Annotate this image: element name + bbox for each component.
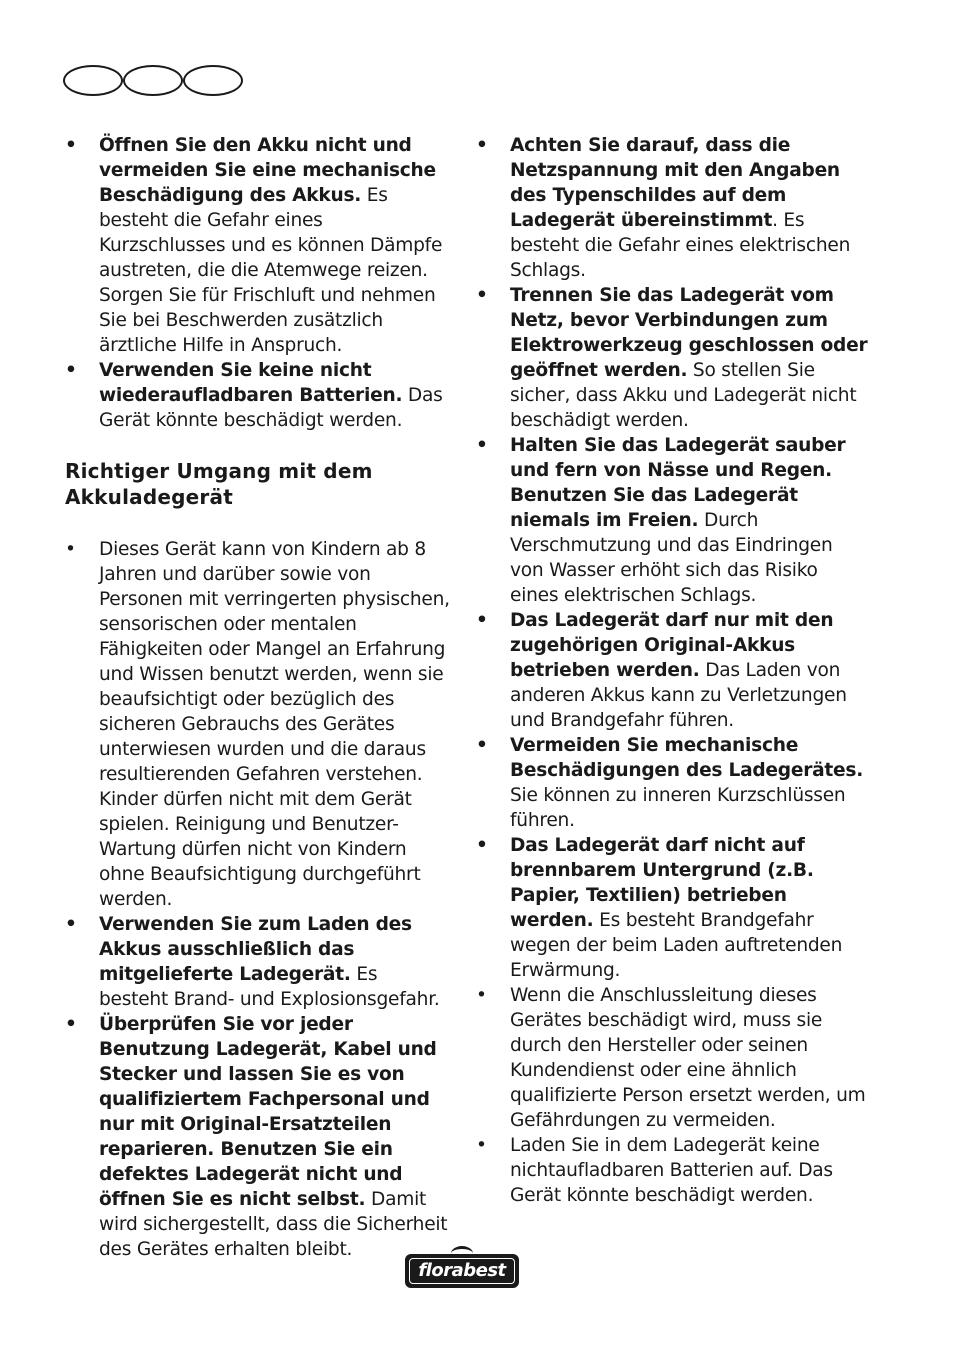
item-bold-text: Überprüfen Sie vor jeder Benutzung Ladegerät, Kabel und Stecker und lassen Sie es von qualifiziertem Fachpersonal und nur mit Original-Ersatzteilen reparieren. Benutzen Sie ein defektes Ladegerät nicht und öffnen Sie es nicht selbst. xyxy=(99,1014,437,1210)
list-item xyxy=(476,1133,871,1208)
list-item xyxy=(476,733,871,833)
bullet: • xyxy=(476,435,488,456)
item-text: So stellen Sie sicher, dass Akku und Ladegerät nicht beschädigt werden. xyxy=(510,360,857,431)
right-column xyxy=(476,133,871,1208)
item-text: Das Laden von anderen Akkus kann zu Verletzungen und Brandgefahr führen. xyxy=(510,660,847,731)
item-bold-text: Achten Sie darauf, dass die Netzspannung mit den Angaben des Typenschildes auf dem Ladegerät übereinstimmt xyxy=(510,135,840,231)
language-ovals xyxy=(63,65,241,96)
item-bold-text: Das Ladegerät darf nicht auf brennbarem Untergrund (z.B. Papier, Textilien) betrieben werden. xyxy=(510,835,814,931)
bullet: • xyxy=(476,285,488,306)
list-item xyxy=(476,983,871,1133)
section-heading: Richtiger Umgang mit dem Akkuladegerät xyxy=(65,459,373,509)
item-text: Sie können zu inneren Kurzschlüssen führen. xyxy=(510,785,846,831)
bullet: • xyxy=(65,914,77,935)
item-bold-text: Trennen Sie das Ladegerät vom Netz, bevor Verbindungen zum Elektrowerkzeug geschlossen oder geöffnet werden. xyxy=(510,285,868,381)
language-oval xyxy=(123,65,183,96)
logo-text: florabest xyxy=(409,1258,515,1284)
bullet: • xyxy=(65,539,76,560)
item-text: Es besteht die Gefahr eines Kurzschlusses und es können Dämpfe austreten, die die Atemwege reizen. Sorgen Sie für Frischluft und nehmen Sie bei Beschwerden zusätzlich ärztliche Hilfe in Anspruch. xyxy=(99,185,443,356)
language-oval xyxy=(63,65,123,96)
bullet: • xyxy=(65,1014,77,1035)
item-text: Laden Sie in dem Ladegerät keine nichtaufladbaren Batterien auf. Das Gerät könnte beschädigt werden. xyxy=(510,1135,833,1206)
list-item xyxy=(476,133,871,283)
list-item xyxy=(476,833,871,983)
list-item xyxy=(65,537,450,912)
bullet: • xyxy=(476,985,487,1006)
bullet: • xyxy=(476,1135,487,1156)
list-item xyxy=(65,912,450,1012)
florabest-logo xyxy=(405,1254,519,1288)
safety-list-top xyxy=(65,133,450,433)
bullet: • xyxy=(476,735,488,756)
bullet: • xyxy=(476,135,488,156)
safety-list-bottom xyxy=(65,537,450,1262)
item-text: Es besteht Brand- und Explosionsgefahr. xyxy=(99,964,440,1010)
item-bold-text: Halten Sie das Ladegerät sauber und fern von Nässe und Regen. Benutzen Sie das Ladegerät niemals im Freien. xyxy=(510,435,846,531)
list-item xyxy=(65,358,450,433)
item-text: Durch Verschmutzung und das Eindringen von Wasser erhöht sich das Risiko eines elektrischen Schlags. xyxy=(510,510,833,606)
list-item xyxy=(476,283,871,433)
item-bold-text: Verwenden Sie zum Laden des Akkus ausschließlich das mitgelieferte Ladegerät. xyxy=(99,914,412,985)
item-text: Damit wird sichergestellt, dass die Sicherheit des Gerätes erhalten bleibt. xyxy=(99,1189,448,1260)
list-item xyxy=(65,1012,450,1262)
item-text: Es besteht Brandgefahr wegen der beim Laden auftretenden Erwärmung. xyxy=(510,910,843,981)
charger-safety-list xyxy=(476,133,871,1208)
bullet: • xyxy=(476,610,488,631)
item-text: Das Gerät könnte beschädigt werden. xyxy=(99,385,443,431)
list-item xyxy=(476,433,871,608)
item-bold-text: Das Ladegerät darf nur mit den zugehörigen Original-Akkus betrieben werden. xyxy=(510,610,834,681)
item-bold-text: Vermeiden Sie mechanische Beschädigungen des Ladegerätes. xyxy=(510,735,864,781)
logo-leaf-icon xyxy=(451,1246,473,1261)
bullet: • xyxy=(65,360,77,381)
language-oval xyxy=(183,65,243,96)
bullet: • xyxy=(65,135,77,156)
item-text: . Es besteht die Gefahr eines elektrischen Schlags. xyxy=(510,210,851,281)
item-bold-text: Öffnen Sie den Akku nicht und vermeiden Sie eine mechanische Beschädigung des Akkus. xyxy=(99,135,436,206)
item-text: Wenn die Anschlussleitung dieses Gerätes beschädigt wird, muss sie durch den Hersteller oder seinen Kundendienst oder eine ähnlich qualifizierte Person ersetzt werden, um Gefährdungen zu vermeiden. xyxy=(510,985,866,1131)
list-item xyxy=(65,133,450,358)
list-item xyxy=(476,608,871,733)
left-column xyxy=(65,133,450,1262)
item-text: Dieses Gerät kann von Kindern ab 8 Jahren und darüber sowie von Personen mit verringerten physischen, sensorischen oder mentalen Fähigkeiten oder Mangel an Erfahrung und Wissen benutzt werden, wenn sie beaufsichtigt oder bezüglich des sicheren Gebrauchs des Gerätes unterwiesen wurden und die daraus resultierenden Gefahren verstehen. Kinder dürfen nicht mit dem Gerät spielen. Reinigung und Benutzer-Wartung dürfen nicht von Kindern ohne Beaufsichtigung durchgeführt werden. xyxy=(99,539,450,910)
bullet: • xyxy=(476,835,488,856)
item-bold-text: Verwenden Sie keine nicht wiederaufladbaren Batterien. xyxy=(99,360,403,406)
